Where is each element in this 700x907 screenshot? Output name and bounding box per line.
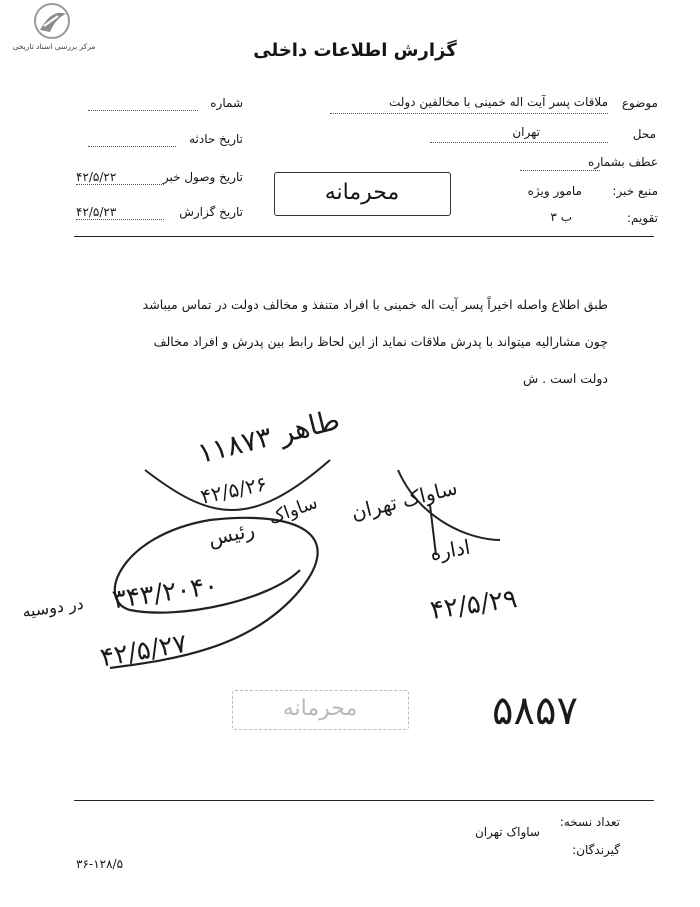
received-date-value: ۴۲/۵/۲۲ (76, 170, 117, 184)
copies-label: تعداد نسخه: (559, 815, 620, 829)
handwritten-date-1: ۴۲/۵/۲۶ (198, 471, 269, 509)
calendar-value: ب ۳ (550, 210, 572, 224)
body-line-1: طبق اطلاع واصله اخیراً پسر آیت اله خمینی با افراد متنفذ و مخالف دولت در تماس میباشد (142, 297, 608, 312)
handwritten-date-2: ۴۲/۵/۲۷ (98, 628, 190, 674)
report-date-label: تاریخ گزارش (179, 205, 243, 219)
document-number: ۳۶-۱۲۸/۵ (76, 857, 124, 871)
place-value: تهران (512, 125, 540, 139)
report-date-value: ۴۲/۵/۲۳ (76, 205, 117, 219)
recipients-label: گیرندگان: (572, 843, 620, 857)
confidential-stamp: محرمانه (324, 180, 400, 205)
handwritten-number-big: ۵۸۵۷ (492, 688, 578, 734)
handwritten-note-top: ۱۱۸۷۳ طاهر (194, 402, 343, 471)
page-title: گزارش اطلاعات داخلی (253, 40, 457, 61)
calendar-label: تقویم: (627, 211, 658, 225)
subject-value: ملاقات پسر آیت اله خمینی با مخالفین دولت (388, 95, 608, 109)
received-date-label: تاریخ وصول خبر (162, 170, 243, 184)
subject-label: موضوع (621, 96, 658, 110)
source-value: مامور ویژه (527, 184, 582, 198)
copies-value: ساواک تهران (474, 825, 540, 839)
handwritten-right-note-1: ساواک تهران (348, 475, 460, 525)
body-line-2: چون مشارالیه میتواند با پدرش ملاقات نماید از این لحاظ رابط بین پدرش و افراد مخالف (153, 334, 608, 349)
handwritten-file-number: ۳۴۳/۲۰۴۰ (110, 570, 221, 616)
place-label: محل (632, 127, 656, 141)
ref-label: عطف بشماره (588, 155, 658, 169)
handwritten-savak: ساواک (265, 492, 321, 529)
faded-stamp: محرمانه (282, 696, 358, 721)
number-label: شماره (210, 96, 243, 110)
handwritten-date-3: ۴۲/۵/۲۹ (428, 584, 520, 626)
logo-caption: مرکز بررسی اسناد تاریخی (12, 42, 96, 51)
body-line-3: دولت است . ش (522, 371, 608, 386)
footer-divider (74, 800, 654, 801)
event-date-label: تاریخ حادثه (189, 132, 243, 146)
source-label: منبع خبر: (612, 184, 658, 198)
handwritten-file-suffix: در دوسیه (20, 593, 85, 622)
handwritten-signature: رئیس (206, 517, 257, 551)
handwritten-right-note-2: اداره (428, 534, 472, 566)
